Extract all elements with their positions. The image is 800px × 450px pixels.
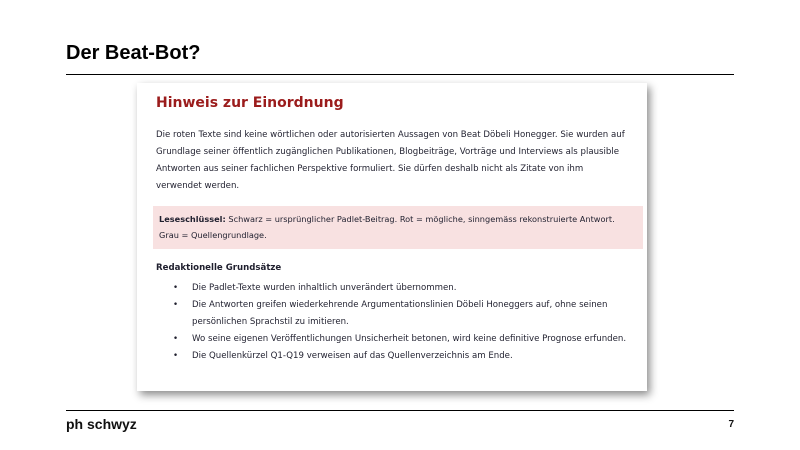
- list-item-text: Die Quellenkürzel Q1-Q19 verweisen auf das Quellenverzeichnis am Ende.: [192, 351, 513, 361]
- notice-heading: Hinweis zur Einordnung: [156, 95, 344, 111]
- list-item-text: Wo seine eigenen Veröffentlichungen Unsicherheit betonen, wird keine definitive Prognose erfunden.: [192, 334, 627, 344]
- reading-key-label: Leseschlüssel:: [159, 214, 226, 224]
- page-number: 7: [728, 419, 734, 430]
- list-item: [156, 348, 629, 365]
- reading-key-text: Schwarz = ursprünglicher Padlet-Beitrag. Rot = mögliche, sinngemäss rekonstruierte Antwort. Grau = Quellengrundlage.: [159, 214, 615, 240]
- list-item: [156, 297, 629, 331]
- notice-paragraph: Die roten Texte sind keine wörtlichen oder autorisierten Aussagen von Beat Döbeli Honegger. Sie wurden auf Grundlage seiner öffentlich zugänglichen Publikationen, Blogbeiträge, Vorträge und Interviews als plausible Antworten aus seiner fachlichen Perspektive formuliert. Sie dürfen deshalb nicht als Zitate von ihm verwendet werden.: [156, 130, 625, 191]
- reading-key-box: [153, 206, 643, 249]
- list-item-text: Die Padlet-Texte wurden inhaltlich unverändert übernommen.: [192, 283, 457, 293]
- bullet-icon: •: [173, 351, 179, 361]
- footer-divider: [66, 410, 734, 411]
- bullet-icon: •: [173, 334, 179, 344]
- list-item-text: Die Antworten greifen wiederkehrende Argumentationslinien Döbeli Honeggers auf, ohne seinen persönlichen Sprachstil zu imitieren.: [192, 300, 608, 327]
- institution-logo: ph schwyz: [66, 416, 137, 432]
- principles-list: [156, 280, 629, 365]
- list-item: [156, 280, 629, 297]
- notice-card: [137, 83, 647, 391]
- title-divider: [66, 74, 734, 75]
- bullet-icon: •: [173, 300, 179, 310]
- slide-title: Der Beat-Bot?: [66, 42, 201, 64]
- list-item: [156, 331, 629, 348]
- bullet-icon: •: [173, 283, 179, 293]
- principles-heading: Redaktionelle Grundsätze: [156, 263, 282, 273]
